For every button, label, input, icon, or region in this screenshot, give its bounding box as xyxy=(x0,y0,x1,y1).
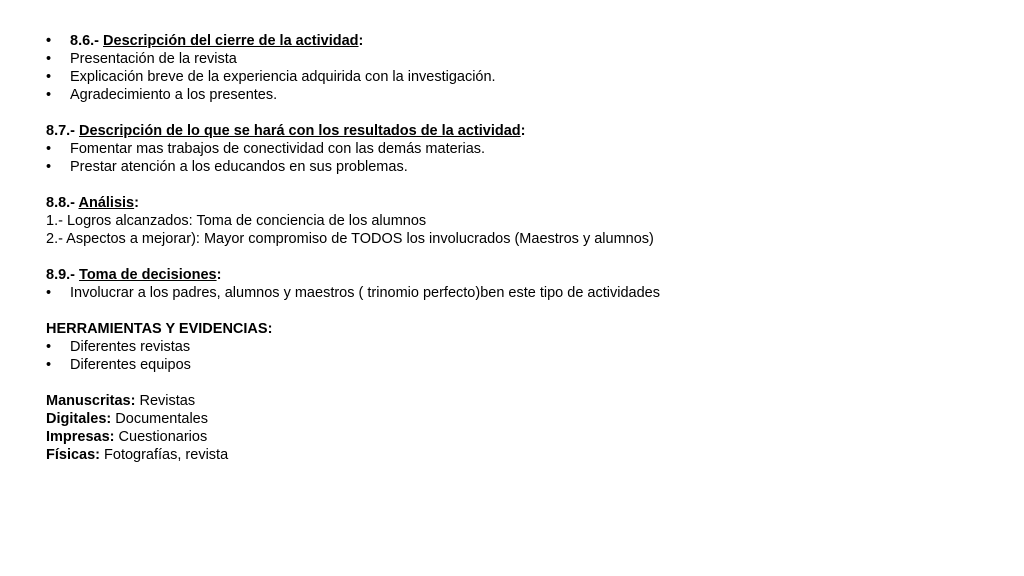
bullet: • xyxy=(46,339,52,355)
evidence-value: Documentales xyxy=(111,411,208,427)
evidence-label: Manuscritas: xyxy=(46,393,136,409)
section-8-8-heading xyxy=(46,194,1006,212)
list-item-text: Fomentar mas trabajos de conectividad con las demás materias. xyxy=(70,141,486,157)
list-item xyxy=(46,50,1006,68)
evidence-row-fisicas xyxy=(46,446,1006,464)
bullet: • xyxy=(46,87,52,103)
section-colon: : xyxy=(216,267,222,283)
bullet: • xyxy=(46,33,52,49)
section-title: Toma de decisiones xyxy=(79,267,217,283)
evidence-row-impresas xyxy=(46,428,1006,446)
evidence-value: Cuestionarios xyxy=(114,429,208,445)
list-item xyxy=(46,86,1006,104)
evidence-label: Impresas: xyxy=(46,429,115,445)
section-8-9-heading xyxy=(46,266,1006,284)
list-item-text: Explicación breve de la experiencia adquirida con la investigación. xyxy=(70,69,496,85)
evidence-label: Digitales: xyxy=(46,411,112,427)
section-title: Descripción de lo que se hará con los resultados de la actividad xyxy=(79,123,521,139)
evidence-row-manuscritas xyxy=(46,392,1006,410)
section-number: 8.6.- xyxy=(70,33,100,49)
spacer xyxy=(46,302,1006,320)
section-title: Descripción del cierre de la actividad xyxy=(103,33,359,49)
list-item-text: Presentación de la revista xyxy=(70,51,237,67)
list-item-text: Involucrar a los padres, alumnos y maestros ( trinomio perfecto)ben este tipo de actividades xyxy=(70,285,660,301)
list-item-text: Diferentes equipos xyxy=(70,357,191,373)
section-number: 8.8.- xyxy=(46,195,76,211)
spacer xyxy=(46,374,1006,392)
list-item xyxy=(46,212,1006,230)
bullet: • xyxy=(46,141,52,157)
section-colon: : xyxy=(134,195,139,211)
list-item xyxy=(46,356,1006,374)
section-colon: : xyxy=(358,33,364,49)
list-item-text: Agradecimiento a los presentes. xyxy=(70,87,278,103)
section-colon: : xyxy=(520,123,526,139)
evidence-value: Fotografías, revista xyxy=(100,447,229,463)
list-item xyxy=(46,140,1006,158)
bullet: • xyxy=(46,159,52,175)
section-number: 8.9.- xyxy=(46,267,76,283)
spacer xyxy=(46,176,1006,194)
section-number: 8.7.- xyxy=(46,123,76,139)
bullet: • xyxy=(46,69,52,85)
section-title: Análisis xyxy=(78,195,135,211)
evidence-row-digitales xyxy=(46,410,1006,428)
slide-content xyxy=(46,32,1006,464)
bullet: • xyxy=(46,51,52,67)
list-item-text: Prestar atención a los educandos en sus problemas. xyxy=(70,159,408,175)
evidence-value: Revistas xyxy=(135,393,196,409)
list-item xyxy=(46,284,1006,302)
list-item-text: 2.- Aspectos a mejorar): Mayor compromiso de TODOS los involucrados (Maestros y alumnos) xyxy=(46,231,654,247)
section-8-7-heading xyxy=(46,122,1006,140)
bullet: • xyxy=(46,357,52,373)
spacer xyxy=(46,104,1006,122)
list-item-text: 1.- Logros alcanzados: Toma de conciencia de los alumnos xyxy=(46,213,427,229)
herramientas-heading: HERRAMIENTAS Y EVIDENCIAS: xyxy=(46,321,273,337)
list-item-text: Diferentes revistas xyxy=(70,339,191,355)
evidence-label: Físicas: xyxy=(46,447,100,463)
bullet: • xyxy=(46,285,52,301)
list-item xyxy=(46,338,1006,356)
section-8-6-heading xyxy=(46,32,1006,50)
list-item xyxy=(46,68,1006,86)
list-item xyxy=(46,158,1006,176)
spacer xyxy=(46,248,1006,266)
list-item xyxy=(46,230,1006,248)
